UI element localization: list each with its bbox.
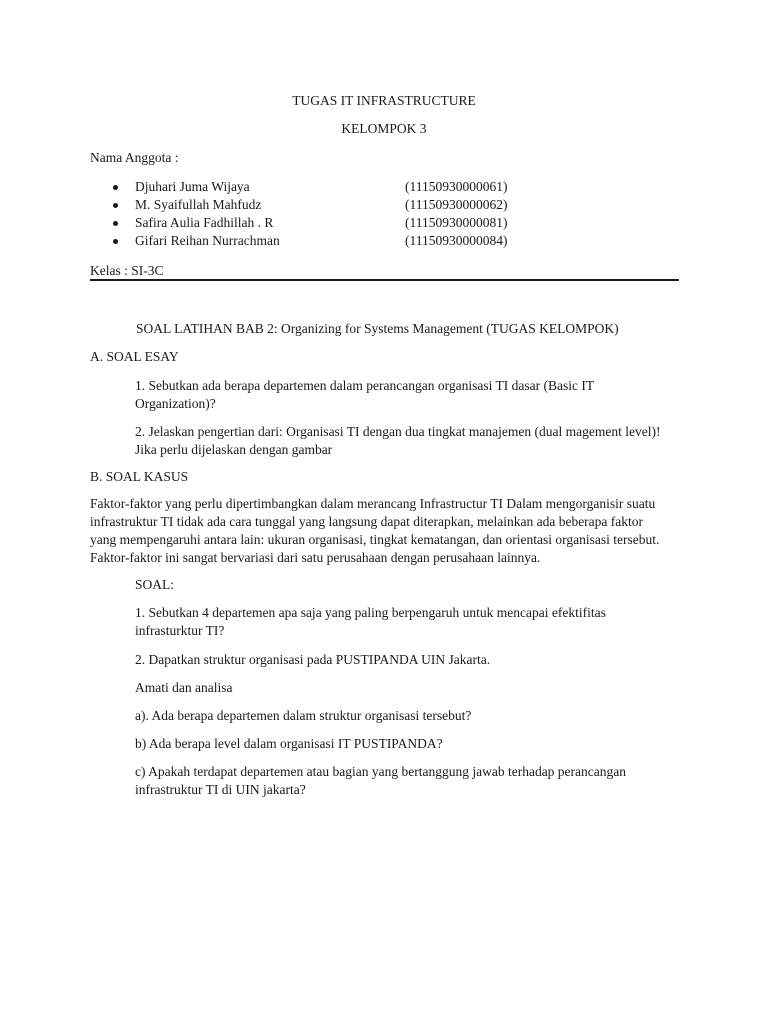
section-title: SOAL LATIHAN BAB 2: Organizing for Systems Management (TUGAS KELOMPOK) xyxy=(136,321,619,336)
case-question-2: 2. Dapatkan struktur organisasi pada PUSTIPANDA UIN Jakarta. xyxy=(135,652,491,667)
list-item xyxy=(0,232,768,250)
bullet-icon xyxy=(113,221,118,226)
case-intro-line-3: yang mempengaruhi antara lain: ukuran organisasi, tingkat kematangan, dan orientasi organisasi tersebut. xyxy=(90,532,660,547)
bullet-icon xyxy=(113,185,118,190)
document-title: TUGAS IT INFRASTRUCTURE xyxy=(292,93,476,108)
member-nim: (11150930000081) xyxy=(405,215,508,230)
essay-heading: A. SOAL ESAY xyxy=(90,349,179,364)
members-label: Nama Anggota : xyxy=(90,150,179,165)
member-name: M. Syaifullah Mahfudz xyxy=(135,197,262,212)
case-question-a: a). Ada berapa departemen dalam struktur organisasi tersebut? xyxy=(135,708,472,723)
member-name: Safira Aulia Fadhillah . R xyxy=(135,215,274,230)
case-question-c-line-2: infrastruktur TI di UIN jakarta? xyxy=(135,782,306,797)
essay-question-2-line-1: 2. Jelaskan pengertian dari: Organisasi TI dengan dua tingkat manajemen (dual magement level)! xyxy=(135,424,661,439)
member-name: Djuhari Juma Wijaya xyxy=(135,179,250,194)
case-question-1-line-2: infrasturktur TI? xyxy=(135,623,225,638)
essay-question-2-line-2: Jika perlu dijelaskan dengan gambar xyxy=(135,442,333,457)
member-nim: (11150930000084) xyxy=(405,233,508,248)
list-item xyxy=(0,178,768,196)
case-intro-line-2: infrastruktur TI tidak ada cara tunggal yang langsung dapat diterapkan, melainkan ada beberapa faktor xyxy=(90,514,644,529)
group-title: KELOMPOK 3 xyxy=(341,121,427,136)
essay-question-1-line-1: 1. Sebutkan ada berapa departemen dalam perancangan organisasi TI dasar (Basic IT xyxy=(135,378,595,393)
analysis-label: Amati dan analisa xyxy=(135,680,233,695)
case-intro-line-4: Faktor-faktor ini sangat bervariasi dari satu perusahaan dengan perusahaan lainnya. xyxy=(90,550,541,565)
member-nim: (11150930000061) xyxy=(405,179,508,194)
member-nim: (11150930000062) xyxy=(405,197,508,212)
class-label: Kelas : SI-3C xyxy=(90,263,164,278)
case-question-1-line-1: 1. Sebutkan 4 departemen apa saja yang paling berpengaruh untuk mencapai efektifitas xyxy=(135,605,606,620)
case-question-b: b) Ada berapa level dalam organisasi IT PUSTIPANDA? xyxy=(135,736,443,751)
member-name: Gifari Reihan Nurrachman xyxy=(135,233,280,248)
essay-question-1-line-2: Organization)? xyxy=(135,396,216,411)
divider xyxy=(90,279,679,281)
soal-label: SOAL: xyxy=(135,577,175,592)
case-heading: B. SOAL KASUS xyxy=(90,469,189,484)
case-question-c-line-1: c) Apakah terdapat departemen atau bagian yang bertanggung jawab terhadap perancangan xyxy=(135,764,627,779)
list-item xyxy=(0,196,768,214)
bullet-icon xyxy=(113,239,118,244)
list-item xyxy=(0,214,768,232)
case-intro-line-1: Faktor-faktor yang perlu dipertimbangkan dalam merancang Infrastructur TI Dalam mengorganisir suatu xyxy=(90,496,656,511)
bullet-icon xyxy=(113,203,118,208)
